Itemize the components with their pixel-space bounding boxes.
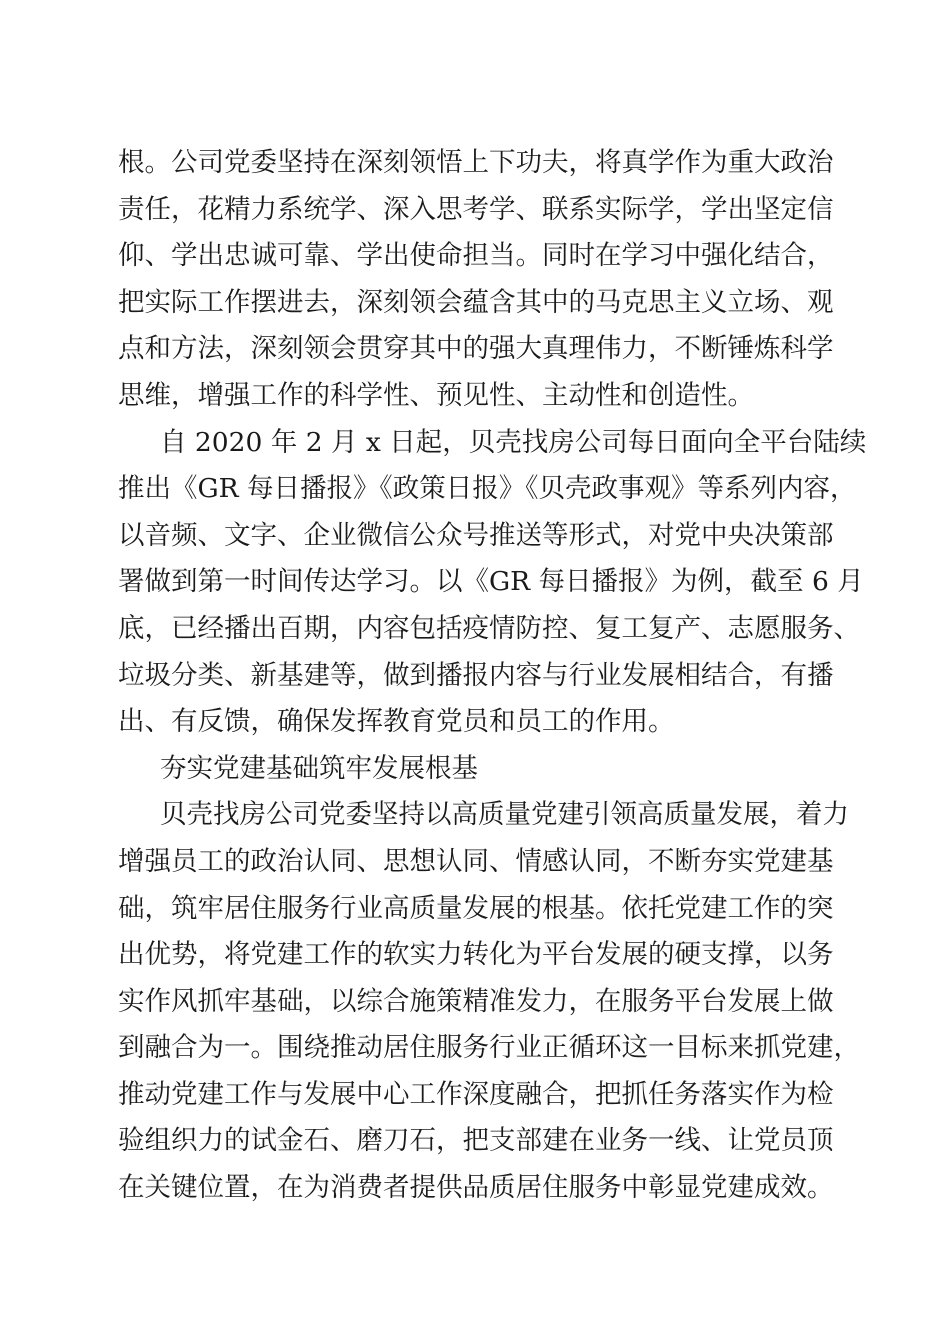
document-body [118,140,867,1212]
text-line: 自 2020 年 2 月 x 日起，贝壳找房公司每日面向全平台陆续 [160,426,867,458]
text-line: 贝壳找房公司党委坚持以高质量党建引领高质量发展，着力 [160,799,849,831]
text-line: 增强员工的政治认同、思想认同、情感认同，不断夯实党建基 [118,845,834,877]
text-line: 仰、学出忠诚可靠、学出使命担当。同时在学习中强化结合， [118,240,834,272]
text-line: 出、有反馈，确保发挥教育党员和员工的作用。 [118,706,675,738]
text-line: 底，已经播出百期，内容包括疫情防控、复工复产、志愿服务、 [118,612,860,644]
text-line: 到融合为一。围绕推动居住服务行业正循环这一目标来抓党建， [118,1032,860,1064]
text-line: 以音频、文字、企业微信公众号推送等形式，对党中央决策部 [118,519,834,551]
text-line: 根。公司党委坚持在深刻领悟上下功夫，将真学作为重大政治 [118,147,834,178]
text-line: 础，筑牢居住服务行业高质量发展的根基。依托党建工作的突 [118,892,834,924]
text-line: 把实际工作摆进去，深刻领会蕴含其中的马克思主义立场、观 [118,286,834,318]
text-line: 出优势，将党建工作的软实力转化为平台发展的硬支撑，以务 [118,939,834,971]
text-line: 点和方法，深刻领会贯穿其中的强大真理伟力，不断锤炼科学 [118,333,834,365]
paragraph-3 [118,792,860,1211]
text-line: 验组织力的试金石、磨刀石，把支部建在业务一线、让党员顶 [118,1125,834,1157]
text-line: 责任，花精力系统学、深入思考学、联系实际学，学出坚定信 [118,193,834,225]
section-heading [118,746,830,793]
text-line: 推动党建工作与发展中心工作深度融合，把抓任务落实作为检 [118,1078,834,1110]
paragraph-1 [118,140,834,420]
section-heading-text: 夯实党建基础筑牢发展根基 [160,752,478,784]
text-line: 实作风抓牢基础，以综合施策精准发力，在服务平台发展上做 [118,985,834,1017]
text-line: 垃圾分类、新基建等，做到播报内容与行业发展相结合，有播 [118,659,834,691]
text-line: 思维，增强工作的科学性、预见性、主动性和创造性。 [118,379,754,411]
paragraph-2 [118,420,867,746]
text-line: 推出《GR 每日播报》《政策日报》《贝壳政事观》等系列内容， [118,473,857,505]
text-line: 署做到第一时间传达学习。以《GR 每日播报》为例，截至 6 月 [118,566,864,598]
text-line: 在关键位置，在为消费者提供品质居住服务中彰显党建成效。 [118,1172,834,1204]
